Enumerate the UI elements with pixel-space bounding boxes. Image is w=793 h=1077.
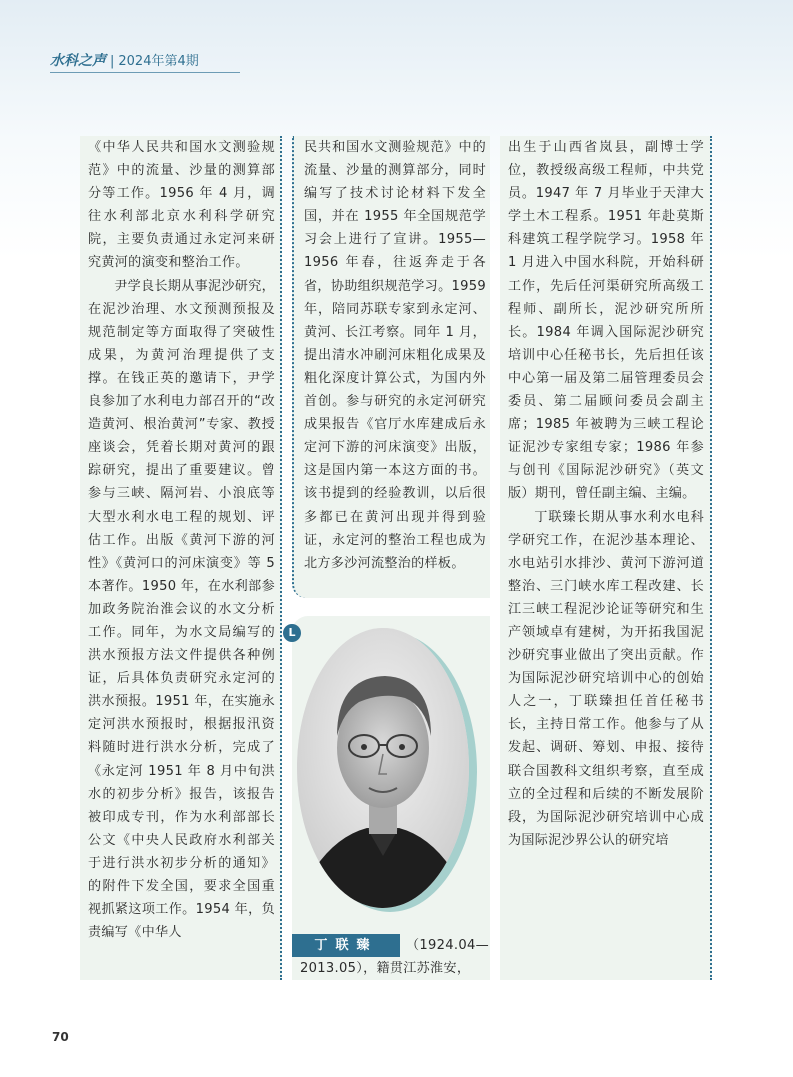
portrait-photo (297, 628, 469, 908)
article-column-left (80, 136, 282, 980)
col3-paragraph-1: 出生于山西省岚县，副博士学位，教授级高级工程师，中共党员。1947 年 7 月毕业于天津大学土木工程系。1951 年赴莫斯科建筑工程学院学习。1958 年 1 月进入中国水科院，开始科研工作，先后任河渠研究所高级工程师、副所长，泥沙研究所所长。1984 年调入国际泥沙研究培训中心任秘书长，先后担任该中心第一届及第二届管理委员会委员、第二届顾问委员会副主席；1985 年被聘为三峡工程论证泥沙专家组专家；1986 年参与创刊《国际泥沙研究》（英文版）期刊，曾任副主编、主编。 (508, 140, 704, 502)
article-column-middle (292, 136, 490, 598)
col1-paragraph-2: 尹学良长期从事泥沙研究，在泥沙治理、水文预测预报及规范制定等方面取得了突破性成果，为黄河治理提供了支撑。在钱正英的邀请下，尹学良参加了水利电力部召开的“改造黄河、根治黄河”专家、教授座谈会，凭着长期对黄河的跟踪研究，提出了重要建议。曾参与三峡、隔河岩、小浪底等大型水利水电工程的规划、评估工作。出版《黄河下游的河性》《黄河口的河床演变》等 5 本著作。1950 年，在水利部参加政务院治淮会议的水文分析工作。同年，为水文局编写的洪水预报方法文件提供各种例证，后具体负责研究永定河的洪水预报。1951 年，在实施永定河洪水预报时，根据报汛资料随时进行洪水分析，完成了《永定河 1951 年 8 月中旬洪水的初步分析》报告，该报告被印成专刊，作为水利部部长公文《中央人民政府水利部关于进行洪水初步分析的通知》的附件下发全国，要求全国重视抓紧这项工作。1954 年，负责编写《中华人 (88, 278, 275, 941)
col3-paragraph-2: 丁联臻长期从事水利水电科学研究工作，在泥沙基本理论、水电站引水排沙、黄河下游河道整治、三门峡水库工程改建、长江三峡工程泥沙论证等研究和生产领域卓有建树，为开拓我国泥沙研究事业做出了突出贡献。作为国际泥沙研究培训中心的创始人之一，丁联臻担任首任秘书长，主持日常工作。他参与了从发起、调研、筹划、申报、接待联合国教科文组织考察，直至成立的全过程和后续的不断发展阶段，为国际泥沙研究培训中心成为国际泥沙界公认的研究培 (508, 509, 704, 848)
caption-continuation: 2013.05），籍贯江苏淮安， (300, 961, 471, 977)
portrait-caption (292, 934, 490, 980)
journal-header (50, 50, 199, 70)
header-separator: | (110, 54, 115, 69)
article-column-right (500, 136, 712, 980)
caption-years: （1924.04— (406, 938, 490, 953)
portrait-corner-badge: L (283, 624, 301, 642)
header-rule (50, 72, 240, 73)
portrait-illustration (297, 628, 469, 908)
issue-label: 2024年第4期 (118, 54, 199, 69)
col1-paragraph-1: 《中华人民共和国水文测验规范》中的流量、沙量的测算部分等工作。1956 年 4 月，调往水利部北京水利科学研究院，主要负责通过永定河来研究黄河的演变和整治工作。 (88, 140, 275, 271)
page-number: 70 (52, 1030, 69, 1044)
journal-brand: 水科之声 (50, 53, 106, 69)
col2-paragraph-1: 民共和国水文测验规范》中的流量、沙量的测算部分，同时编写了技术讨论材料下发全国，并在 1955 年全国规范学习会上进行了宣讲。1955—1956 年春，往返奔走于各省，协助组织规范学习。1959 年，陪同苏联专家到永定河、黄河、长江考察。同年 1 月，提出清水冲刷河床粗化成果及粗化深度计算公式，为国内外首创。参与研究的永定河研究成果报告《官厅水库建成后永定河下游的河床演变》出版，这是国内第一本这方面的书。该书提到的经验教训，以后很多都已在黄河出现并得到验证，永定河的整治工程也成为北方多沙河流整治的样板。 (304, 140, 486, 571)
caption-name: 丁联臻 (292, 934, 400, 957)
